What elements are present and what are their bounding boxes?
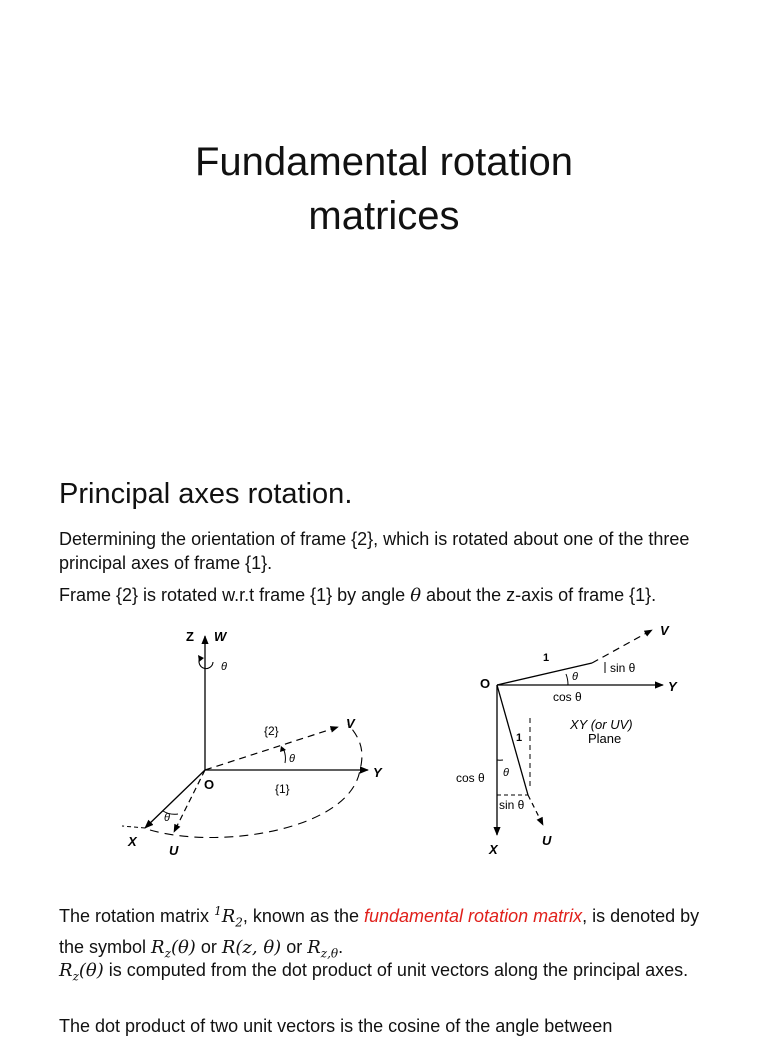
p3-sup: 1 <box>214 904 222 918</box>
right-theta-top: θ <box>572 671 578 683</box>
right-cos-top: cos θ <box>553 690 582 704</box>
left-3d-diagram <box>122 629 383 858</box>
right-sin-top: sin θ <box>610 661 636 675</box>
p3-symbol-rztheta: R(z, θ) <box>222 937 281 958</box>
z-label: Z <box>186 629 194 644</box>
p3-symbol-rz <box>151 937 196 958</box>
p3-symbol-rz-sub <box>307 937 338 958</box>
p4-text: is computed from the dot product of unit vectors along the principal axes. <box>104 960 688 980</box>
p3-text-c: , is denoted by the symbol <box>59 906 699 957</box>
theta-bottom-label: θ <box>164 812 170 824</box>
paragraph-dot-product <box>59 958 719 989</box>
frame2-label: {2} <box>264 724 279 738</box>
rotation-arc <box>150 724 362 838</box>
paragraph-orientation: Determining the orientation of frame {2}, which is rotated about one of the three principal axes of frame {1}. <box>59 527 719 575</box>
p2-text-a: Frame {2} is rotated w.r.t frame {1} by angle <box>59 585 410 605</box>
right-cos-left: cos θ <box>456 771 485 785</box>
slide-title <box>0 135 768 243</box>
plane-label-1: XY (or UV) <box>569 717 633 732</box>
rotation-arrow-icon <box>198 655 204 662</box>
right-u-vector <box>497 685 528 795</box>
x-axis-ext <box>122 826 145 828</box>
paragraph-cut-off: The dot product of two unit vectors is the cosine of the angle between <box>59 1014 719 1038</box>
p3-R: R <box>222 906 236 927</box>
p4-m: R <box>59 960 73 981</box>
right-one-mid: 1 <box>516 732 522 744</box>
title-line-2: matrices <box>0 189 768 243</box>
p4-m-sub: z <box>73 970 79 984</box>
x-label: X <box>127 834 138 849</box>
rotation-figure <box>0 600 768 890</box>
x-axis <box>145 770 205 828</box>
p3-end: . <box>338 937 343 957</box>
p3-m1-sub: z <box>165 946 171 960</box>
right-u-label: U <box>542 833 552 848</box>
p3-sub: 2 <box>235 916 243 930</box>
v-label: V <box>346 716 356 731</box>
p3-or-2: or <box>281 937 307 957</box>
origin-label: O <box>204 777 214 792</box>
p4-symbol <box>59 960 104 981</box>
right-one-top: 1 <box>543 652 549 664</box>
p2-text-b: about the z-axis of frame {1}. <box>421 585 656 605</box>
right-u-dashed <box>528 795 543 825</box>
p3-m1: R <box>151 937 165 958</box>
title-line-1: Fundamental rotation <box>0 135 768 189</box>
p3-text-a: The rotation matrix <box>59 906 214 926</box>
section-heading: Principal axes rotation. <box>59 474 352 514</box>
right-theta-arc-top <box>566 674 568 685</box>
right-plane-diagram <box>456 623 678 857</box>
y-label: Y <box>373 765 383 780</box>
frame1-label: {1} <box>275 782 290 796</box>
right-v-label: V <box>660 623 670 638</box>
right-v-dashed <box>592 630 652 663</box>
p3-or-1: or <box>196 937 222 957</box>
paragraph-fundamental-matrix <box>59 899 719 965</box>
u-label: U <box>169 843 179 858</box>
w-label: W <box>214 629 228 644</box>
theta-mid-label: θ <box>289 753 295 765</box>
right-sin-bottom: sin θ <box>499 798 525 812</box>
u-axis <box>174 770 205 832</box>
p4-m-arg: (θ) <box>79 960 104 981</box>
right-x-label: X <box>488 842 499 857</box>
right-y-label: Y <box>668 679 678 694</box>
p3-text-b: , known as the <box>243 906 364 926</box>
plane-label-2: Plane <box>588 731 621 746</box>
p3-rotation-matrix-symbol <box>214 906 243 927</box>
right-theta-mid: θ <box>503 767 509 779</box>
right-origin-label: O <box>480 676 490 691</box>
p3-m3: R <box>307 937 321 958</box>
fundamental-rotation-matrix-term: fundamental rotation matrix <box>364 906 582 926</box>
p2-theta: θ <box>410 585 421 606</box>
theta-top-label: θ <box>221 661 227 673</box>
p3-m1-arg: (θ) <box>171 937 196 958</box>
theta-arrow-mid-icon <box>280 746 286 752</box>
p3-m3-sub: z,θ <box>321 946 338 960</box>
